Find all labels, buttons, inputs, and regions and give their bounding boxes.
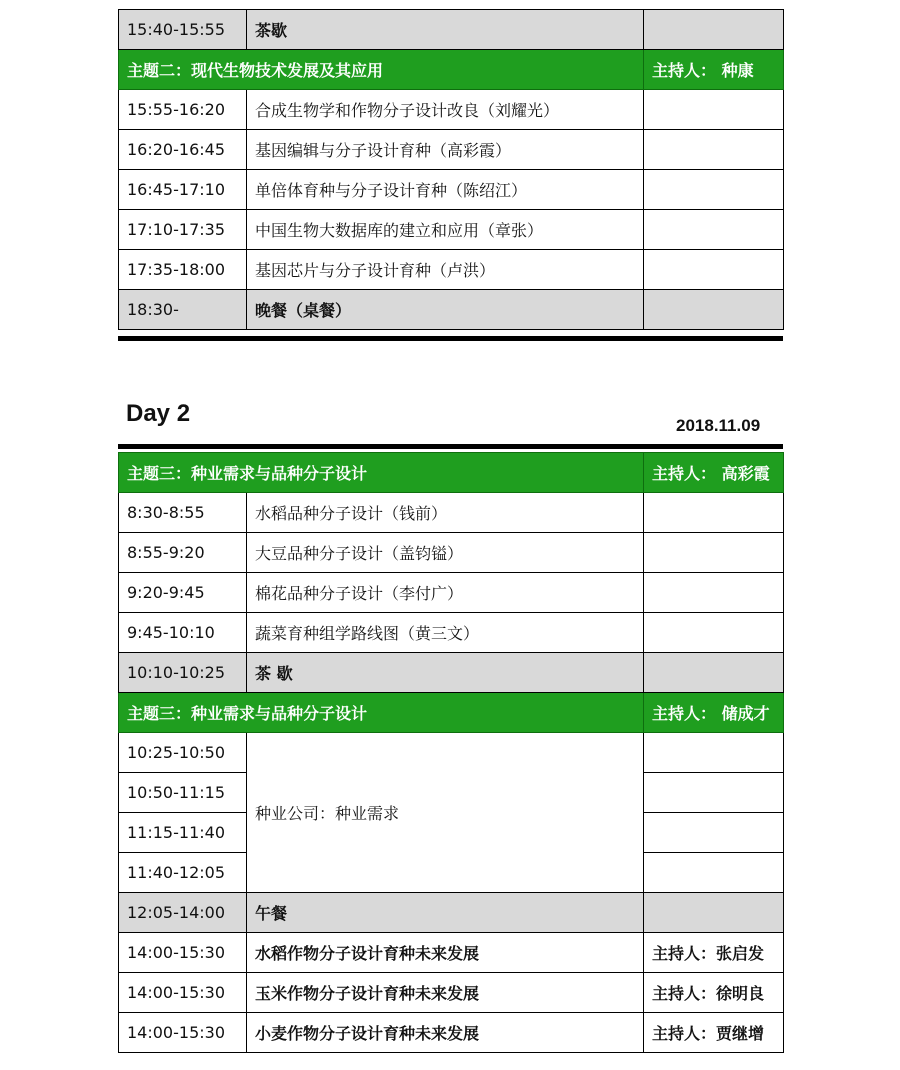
time-cell: 14:00-15:30: [119, 933, 247, 973]
host-cell: 主持人：张启发: [644, 933, 784, 973]
time-cell: 9:45-10:10: [119, 613, 247, 653]
host-cell: [644, 210, 784, 250]
host-cell: [644, 90, 784, 130]
table-row: [119, 210, 784, 250]
section-divider: [118, 336, 783, 341]
table-row: [119, 533, 784, 573]
day-date: 2018.11.09: [676, 416, 761, 435]
host-cell: [644, 893, 784, 933]
session-title: 茶歇: [247, 10, 644, 50]
theme-title: 主题二：现代生物技术发展及其应用: [119, 50, 644, 90]
session-title: 蔬菜育种组学路线图（黄三文）: [247, 613, 644, 653]
host-cell: 主持人：徐明良: [644, 973, 784, 1013]
table-row-dinner: [119, 290, 784, 330]
time-cell: 17:10-17:35: [119, 210, 247, 250]
time-cell: 8:55-9:20: [119, 533, 247, 573]
host-cell: [644, 533, 784, 573]
time-cell: 12:05-14:00: [119, 893, 247, 933]
theme-host: 主持人： 高彩霞: [644, 453, 784, 493]
table-row-tea-break: [119, 653, 784, 693]
table-row: [119, 573, 784, 613]
session-title: 茶 歇: [247, 653, 644, 693]
time-cell: 11:15-11:40: [119, 813, 247, 853]
section-divider: [118, 444, 783, 449]
theme-row: [119, 50, 784, 90]
host-cell: [644, 773, 784, 813]
table-row-lunch: [119, 893, 784, 933]
time-cell: 10:50-11:15: [119, 773, 247, 813]
session-title: 棉花品种分子设计（李付广）: [247, 573, 644, 613]
theme-row: [119, 453, 784, 493]
time-cell: 8:30-8:55: [119, 493, 247, 533]
session-title: 小麦作物分子设计育种未来发展: [247, 1013, 644, 1053]
table-row: [119, 733, 784, 773]
session-title-merged: 种业公司：种业需求: [247, 733, 644, 893]
table-row: [119, 613, 784, 653]
host-cell: [644, 10, 784, 50]
time-cell: 11:40-12:05: [119, 853, 247, 893]
host-cell: [644, 130, 784, 170]
table-row: [119, 493, 784, 533]
table-row: [119, 170, 784, 210]
time-cell: 9:20-9:45: [119, 573, 247, 613]
table-row-parallel: [119, 1013, 784, 1053]
host-cell: [644, 813, 784, 853]
table-row-tea-break: [119, 10, 784, 50]
session-title: 基因芯片与分子设计育种（卢洪）: [247, 250, 644, 290]
session-title: 大豆品种分子设计（盖钧镒）: [247, 533, 644, 573]
session-title: 水稻作物分子设计育种未来发展: [247, 933, 644, 973]
host-cell: [644, 250, 784, 290]
time-cell: 14:00-15:30: [119, 1013, 247, 1053]
host-cell: 主持人：贾继增: [644, 1013, 784, 1053]
theme-title: 主题三：种业需求与品种分子设计: [119, 453, 644, 493]
session-title: 基因编辑与分子设计育种（高彩霞）: [247, 130, 644, 170]
time-cell: 18:30-: [119, 290, 247, 330]
time-cell: 17:35-18:00: [119, 250, 247, 290]
session-title: 单倍体育种与分子设计育种（陈绍江）: [247, 170, 644, 210]
time-cell: 10:10-10:25: [119, 653, 247, 693]
session-title: 合成生物学和作物分子设计改良（刘耀光）: [247, 90, 644, 130]
time-cell: 16:45-17:10: [119, 170, 247, 210]
day-title: Day 2: [126, 400, 191, 427]
session-title: 晚餐（桌餐）: [247, 290, 644, 330]
session-title: 玉米作物分子设计育种未来发展: [247, 973, 644, 1013]
theme-host: 主持人： 种康: [644, 50, 784, 90]
table-row-parallel: [119, 933, 784, 973]
host-cell: [644, 853, 784, 893]
session-title: 午餐: [247, 893, 644, 933]
table-row: [119, 130, 784, 170]
host-cell: [644, 733, 784, 773]
host-cell: [644, 493, 784, 533]
theme-host: 主持人： 储成才: [644, 693, 784, 733]
table-row: [119, 250, 784, 290]
schedule-table-day1-afternoon: [118, 9, 784, 330]
time-cell: 15:40-15:55: [119, 10, 247, 50]
host-cell: [644, 653, 784, 693]
host-cell: [644, 290, 784, 330]
session-title: 中国生物大数据库的建立和应用（章张）: [247, 210, 644, 250]
theme-row: [119, 693, 784, 733]
schedule-table-day2: [118, 452, 784, 1053]
time-cell: 10:25-10:50: [119, 733, 247, 773]
host-cell: [644, 613, 784, 653]
table-row-parallel: [119, 973, 784, 1013]
time-cell: 16:20-16:45: [119, 130, 247, 170]
host-cell: [644, 170, 784, 210]
time-cell: 14:00-15:30: [119, 973, 247, 1013]
host-cell: [644, 573, 784, 613]
theme-title: 主题三：种业需求与品种分子设计: [119, 693, 644, 733]
time-cell: 15:55-16:20: [119, 90, 247, 130]
table-row: [119, 90, 784, 130]
session-title: 水稻品种分子设计（钱前）: [247, 493, 644, 533]
